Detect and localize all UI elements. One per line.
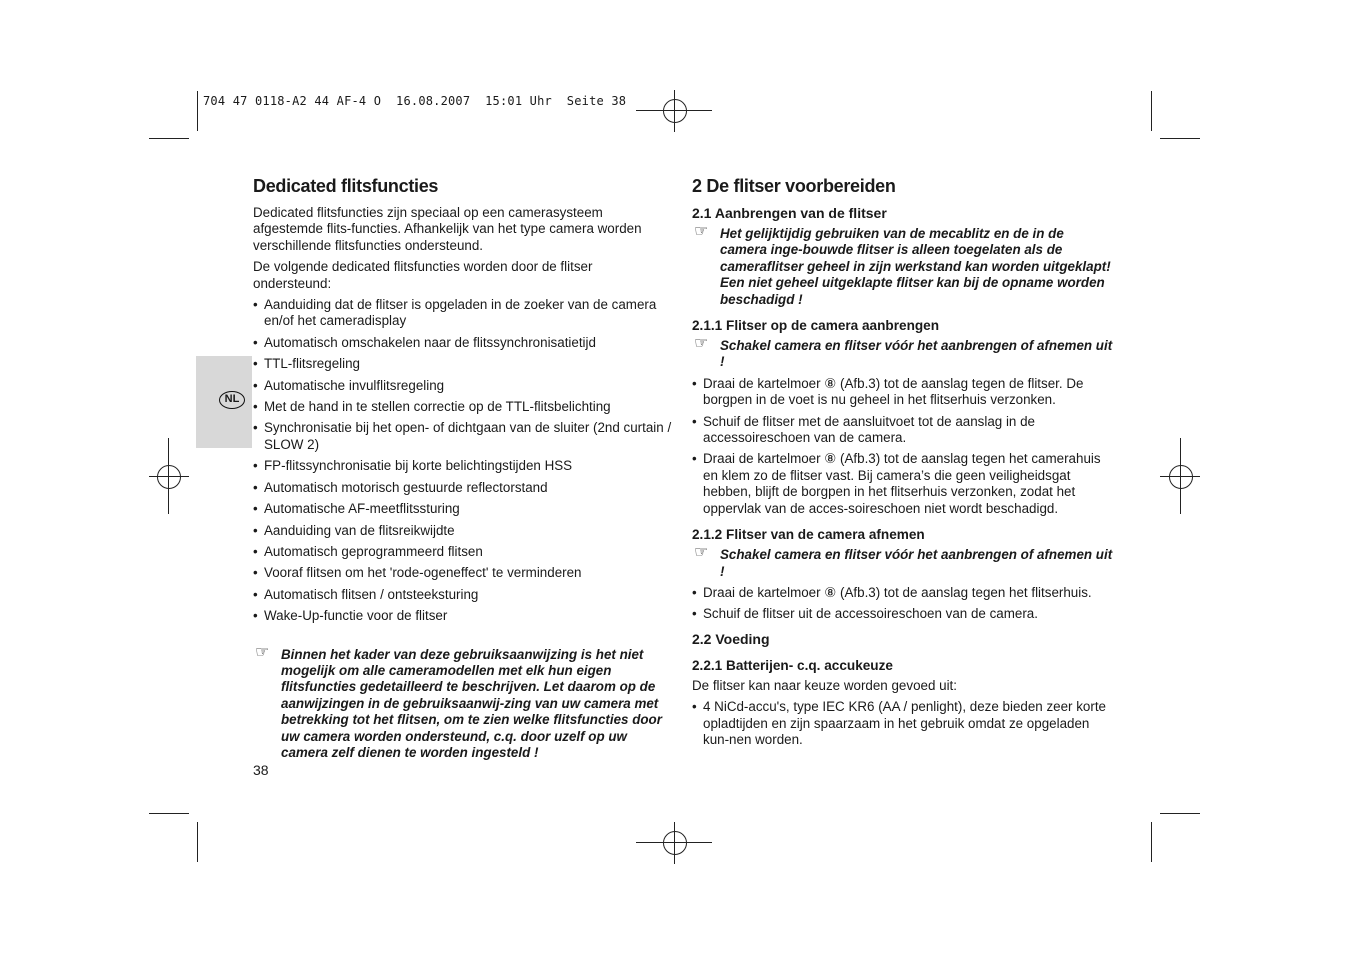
note xyxy=(253,643,673,762)
note xyxy=(692,335,1114,371)
note-text: Schakel camera en flitser vóór het aanbrengen of afnemen uit ! xyxy=(720,547,1113,579)
section-title: Dedicated flitsfuncties xyxy=(253,176,439,196)
subsection-title: 2.2 Voeding xyxy=(692,630,770,647)
crop-mark xyxy=(149,813,189,814)
print-slug: 704 47 0118-A2 44 AF-4 O 16.08.2007 15:01 Uhr Seite 38 xyxy=(203,94,627,108)
note-text: Schakel camera en flitser vóór het aanbrengen of afnemen uit ! xyxy=(720,338,1113,370)
list-item: • Automatisch flitsen / ontsteeksturing xyxy=(253,587,673,603)
subsection-title: 2.2.1 Batterijen- c.q. accukeuze xyxy=(692,657,893,673)
pointing-hand-icon: ☞ xyxy=(255,643,270,661)
paragraph: De flitser kan naar keuze worden gevoed uit: xyxy=(692,677,957,693)
crop-mark xyxy=(1160,138,1200,139)
register-circle-icon xyxy=(1169,465,1193,489)
page-number: 38 xyxy=(253,762,269,778)
list-item: • Automatische AF-meetflitssturing xyxy=(253,501,673,517)
pointing-hand-icon: ☞ xyxy=(694,335,709,353)
function-list xyxy=(253,297,673,625)
list-item: • FP-flitssynchronisatie bij korte belichtingstijden HSS xyxy=(253,458,673,474)
note xyxy=(692,544,1114,580)
crop-mark xyxy=(149,138,189,139)
crop-mark xyxy=(1151,91,1152,131)
subsection-title: 2.1.2 Flitser van de camera afnemen xyxy=(692,527,925,543)
list-item: • Met de hand in te stellen correctie op de TTL-flitsbelichting xyxy=(253,399,673,415)
list-item: • Schuif de flitser uit de accessoireschoen van de camera. xyxy=(692,606,1114,622)
step-list xyxy=(692,699,1114,748)
list-item: • Wake-Up-functie voor de flitser xyxy=(253,608,673,624)
list-item: • Draai de kartelmoer ⑧ (Afb.3) tot de aanslag tegen de flitser. De borgpen in de voet is nu geheel in het flitserhuis verzonken. xyxy=(692,376,1114,409)
right-column xyxy=(692,175,1114,753)
crop-mark xyxy=(197,822,198,862)
list-item: • Automatisch motorisch gestuurde reflectorstand xyxy=(253,480,673,496)
subsection-title: 2.1.1 Flitser op de camera aanbrengen xyxy=(692,318,940,334)
list-item: • TTL-flitsregeling xyxy=(253,356,673,372)
step-list xyxy=(692,585,1114,623)
intro-paragraph: De volgende dedicated flitsfuncties worden door de flitser ondersteund: xyxy=(253,259,593,291)
subsection-title: 2.1 Aanbrengen van de flitser xyxy=(692,205,887,221)
crop-mark xyxy=(197,91,198,131)
note-text: Het gelijktijdig gebruiken van de mecablitz en de in de camera inge-bouwde flitser is alleen toegelaten als de cameraflitser geheel in zijn werkstand kan worden uitgeklapt! Een niet geheel uitgeklapte flitser kan bij de opname worden beschadigd ! xyxy=(720,226,1111,307)
register-circle-icon xyxy=(663,831,687,855)
list-item: • Automatisch geprogrammeerd flitsen xyxy=(253,544,673,560)
list-item: • Synchronisatie bij het open- of dichtgaan van de sluiter (2nd curtain / SLOW 2) xyxy=(253,420,673,453)
list-item: • Automatisch omschakelen naar de flitssynchronisatietijd xyxy=(253,335,673,351)
intro-paragraph: Dedicated flitsfuncties zijn speciaal op een camerasysteem afgestemde flits-functies. Afhankelijk van het type camera worden verschillende flitsfuncties ondersteund. xyxy=(253,205,642,253)
list-item: • Draai de kartelmoer ⑧ (Afb.3) tot de aanslag tegen het camerahuis en klem zo de flitser vast. Bij camera’s die geen veiligheidsgat hebben, blijft de borgpen in het flitserhuis verzonken, zodat het oppervlak van de acces-soireschoen niet wordt beschadigd. xyxy=(692,451,1114,517)
list-item: • Draai de kartelmoer ⑧ (Afb.3) tot de aanslag tegen het flitserhuis. xyxy=(692,585,1114,601)
step-list xyxy=(692,376,1114,517)
note xyxy=(692,223,1114,308)
list-item: • Aanduiding van de flitsreikwijdte xyxy=(253,523,673,539)
list-item: • 4 NiCd-accu's, type IEC KR6 (AA / penlight), deze bieden zeer korte opladtijden en zijn spaarzaam in het gebruik omdat ze opgeladen kun-nen worden. xyxy=(692,699,1114,748)
section-title: 2 De flitser voorbereiden xyxy=(692,176,896,196)
note-text: Binnen het kader van deze gebruiksaanwijzing is het niet mogelijk om alle cameramodellen met elk hun eigen flitsfuncties gedetailleerd te beschrijven. Let daarom op de aanwijzingen in de gebruiksaanwij-zing van uw camera met betrekking tot het flitsen, om te zien welke flitsfuncties door uw camera worden ondersteund, c.q. door uzelf op uw camera zelf dienen te worden ingesteld ! xyxy=(281,646,662,760)
language-badge: NL xyxy=(219,391,245,409)
list-item: • Schuif de flitser met de aansluitvoet tot de aanslag in de accessoireschoen van de camera. xyxy=(692,414,1114,447)
list-item: • Aanduiding dat de flitser is opgeladen in de zoeker van de camera en/of het cameradisplay xyxy=(253,297,673,330)
crop-mark xyxy=(1160,813,1200,814)
left-column xyxy=(253,175,673,766)
list-item: • Automatische invulflitsregeling xyxy=(253,378,673,394)
pointing-hand-icon: ☞ xyxy=(694,223,709,240)
pointing-hand-icon: ☞ xyxy=(694,544,709,562)
register-circle-icon xyxy=(663,99,687,123)
register-circle-icon xyxy=(157,465,181,489)
crop-mark xyxy=(1151,822,1152,862)
list-item: • Vooraf flitsen om het 'rode-ogeneffect' te verminderen xyxy=(253,565,673,581)
